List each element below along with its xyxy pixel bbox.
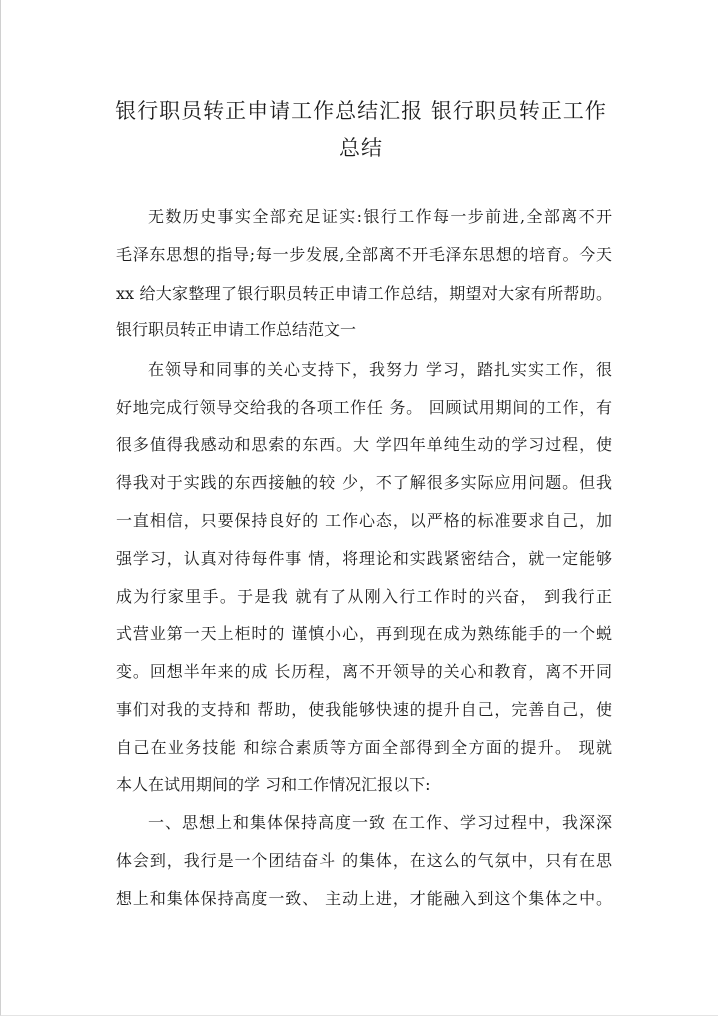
body-line: 事们对我的支持和 帮助，使我能够快速的提升自己，完善自己，使 bbox=[116, 700, 612, 719]
body-line: 成为行家里手。于是我 就有了从刚入行工作时的兴奋， 到我行正 bbox=[116, 587, 612, 606]
body-line: 自己在业务技能 和综合素质等方面全部得到全方面的提升。 现就 bbox=[116, 738, 612, 757]
body-line: 本人在试用期间的学 习和工作情况汇报以下: bbox=[116, 775, 431, 794]
body-line: 变。回想半年来的成 长历程，离不开领导的关心和教育，离不开同 bbox=[116, 662, 612, 681]
body-line: 好地完成行领导交给我的各项工作任 务。 回顾试用期间的工作，有 bbox=[116, 398, 612, 417]
document-title bbox=[101, 93, 621, 167]
body-line: 式营业第一天上柜时的 谨慎小心，再到现在成为熟练能手的一个蜕 bbox=[116, 624, 612, 643]
body-line: 很多值得我感动和思索的东西。大 学四年单纯生动的学习过程，使 bbox=[116, 435, 612, 454]
body-line: 毛泽东思想的指导;每一步发展,全部离不开毛泽东思想的培育。今天 bbox=[116, 245, 612, 264]
title-line-1: 银行职员转正申请工作总结汇报 银行职员转正工作 bbox=[115, 99, 607, 123]
body-line: 银行职员转正申请工作总结范文一 bbox=[116, 320, 357, 339]
body-line: 体会到，我行是一个团结奋斗 的集体，在这么的气氛中，只有在思 bbox=[116, 851, 612, 870]
body-line: 无数历史事实全部充足证实:银行工作每一步前进,全部离不开 bbox=[148, 207, 612, 226]
title-line-2: 总结 bbox=[339, 136, 383, 160]
body-line: 在领导和同事的关心支持下，我努力 学习，踏扎实实工作，很 bbox=[148, 360, 612, 379]
body-line: 想上和集体保持高度一致、 主动上进，才能融入到这个集体之中。 bbox=[116, 889, 612, 908]
body-line: 强学习，认真对待每件事 情，将理论和实践紧密结合，就一定能够 bbox=[116, 549, 612, 568]
body-line: 一直相信，只要保持良好的 工作心态，以严格的标准要求自己，加 bbox=[116, 511, 612, 530]
body-line: 一、思想上和集体保持高度一致 在工作、学习过程中，我深深 bbox=[148, 813, 612, 832]
body-line: 得我对于实践的东西接触的较 少，不了解很多实际应用问题。但我 bbox=[116, 473, 612, 492]
body-line: xx 给大家整理了银行职员转正申请工作总结，期望对大家有所帮助。 bbox=[116, 284, 612, 303]
